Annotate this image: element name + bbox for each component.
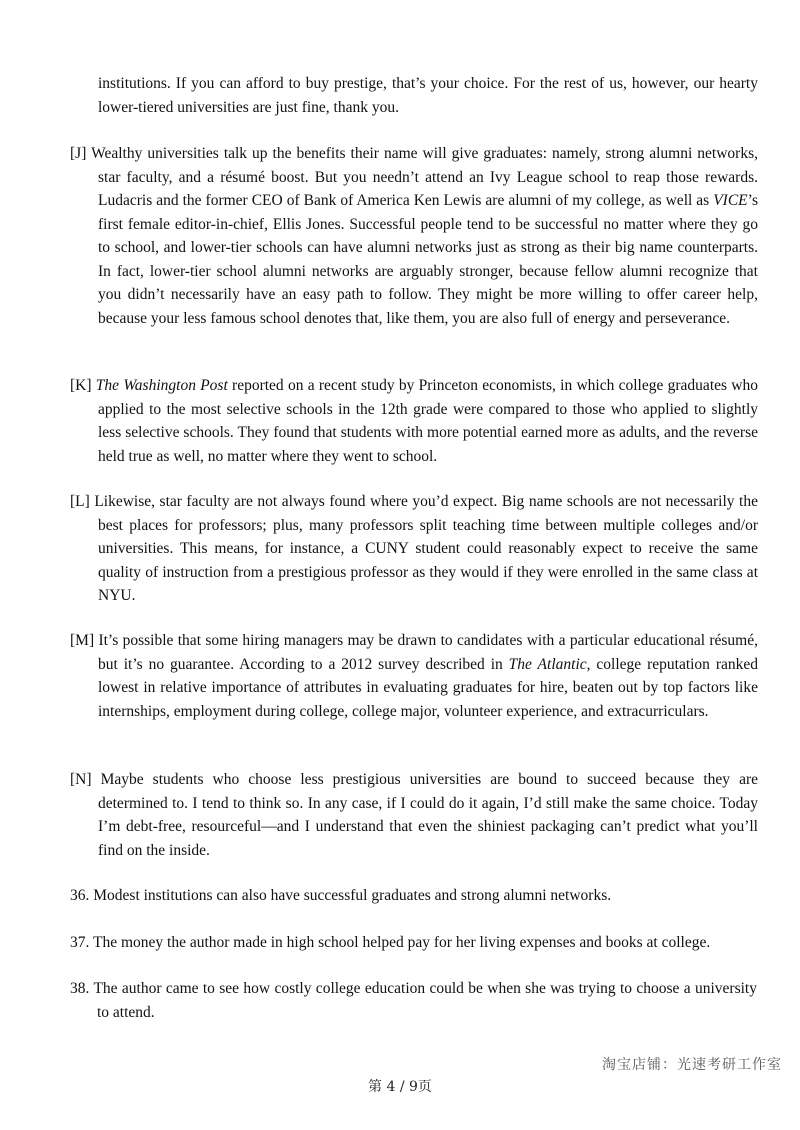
question-text: Modest institutions can also have successful graduates and strong alumni networks. [93,887,612,904]
paragraph-n [70,768,758,862]
paragraph-text: It’s possible that some hiring managers may be drawn to candidates with a particular educational résumé, but it’s no guarantee. According to a 2012 survey described in [98,632,758,673]
paragraph-j [70,142,758,330]
publication-name: VICE [713,192,748,209]
paragraph-text-cont: , college reputation ranked lowest in relative importance of attributes in evaluating graduates for hire, beaten out by top factors like internships, employment during college, college major, volunteer experience, and extracurriculars. [98,655,759,720]
shop-watermark: 淘宝店铺：光速考研工作室 [602,1057,782,1073]
publication-name: The Atlantic [508,655,587,673]
intro-text: institutions. If you can afford to buy prestige, that’s your choice. For the rest of us, however, our hearty lower-tiered universities are just fine, thank you. [98,75,758,116]
page-number-footer: 第 4 / 9页 [368,1079,432,1095]
question-38 [70,977,757,1024]
paragraph-text: Maybe students who choose less prestigious universities are bound to succeed because they are determined to. I tend to think so. In any case, if I could do it again, I’d still make the same choice. Today I’m debt-free, resourceful—and I understand that even the shiniest packaging can’t predict what you’ll find on the inside. [98,771,758,859]
question-number: 38. [70,980,90,997]
paragraph-m [70,629,758,723]
question-36 [70,884,757,908]
question-37 [70,931,757,955]
question-text: The author came to see how costly college education could be when she was trying to choose a university to attend. [93,980,757,1021]
question-text: The money the author made in high school helped pay for her living expenses and books at college. [92,934,711,951]
question-number: 37. [70,934,90,951]
intro-continuation [70,72,758,119]
paragraph-text: Likewise, star faculty are not always found where you’d expect. Big name schools are not necessarily the best places for professors; plus, many professors split teaching time between multiple colleges and/or universities. This means, for instance, a CUNY student could reasonably expect to receive the same quality of instruction from a prestigious professor as they would if they were enrolled in the same class at NYU. [94,493,758,604]
paragraph-text-cont: reported on a recent study by Princeton economists, in which college graduates who applied to the most selective schools in the 12th grade were compared to those who applied to slightly less selective schools. They found that students with more potential earned more as adults, and the reverse held true as well, no matter where they went to school. [98,377,758,465]
publication-name: The Washington Post [95,377,228,394]
paragraph-l [70,490,758,608]
paragraph-text-cont: ’s first female editor-in-chief, Ellis Jones. Successful people tend to be successful no matter where they go to school, and lower-tier schools can have alumni networks just as strong as their big name counterparts. In fact, lower-tier school alumni networks are arguably stronger, because fellow alumni recognize that you didn’t necessarily have an easy path to follow. They might be more willing to offer career help, because your less famous school denotes that, like them, you are also full of energy and perseverance. [98,192,758,327]
question-number: 36. [70,887,90,904]
paragraph-label: [K] [70,377,92,394]
paragraph-label: [M] [70,632,95,649]
paragraph-text: Wealthy universities talk up the benefits their name will give graduates: namely, strong alumni networks, star faculty, and a résumé boost. But you needn’t attend an Ivy League school to reap those rewards. Ludacris and the former CEO of Bank of America Ken Lewis are alumni of my college, as well as [91,145,758,209]
paragraph-label: [N] [70,771,92,788]
paragraph-label: [L] [70,493,90,510]
paragraph-k [70,374,758,468]
paragraph-label: [J] [70,145,87,162]
